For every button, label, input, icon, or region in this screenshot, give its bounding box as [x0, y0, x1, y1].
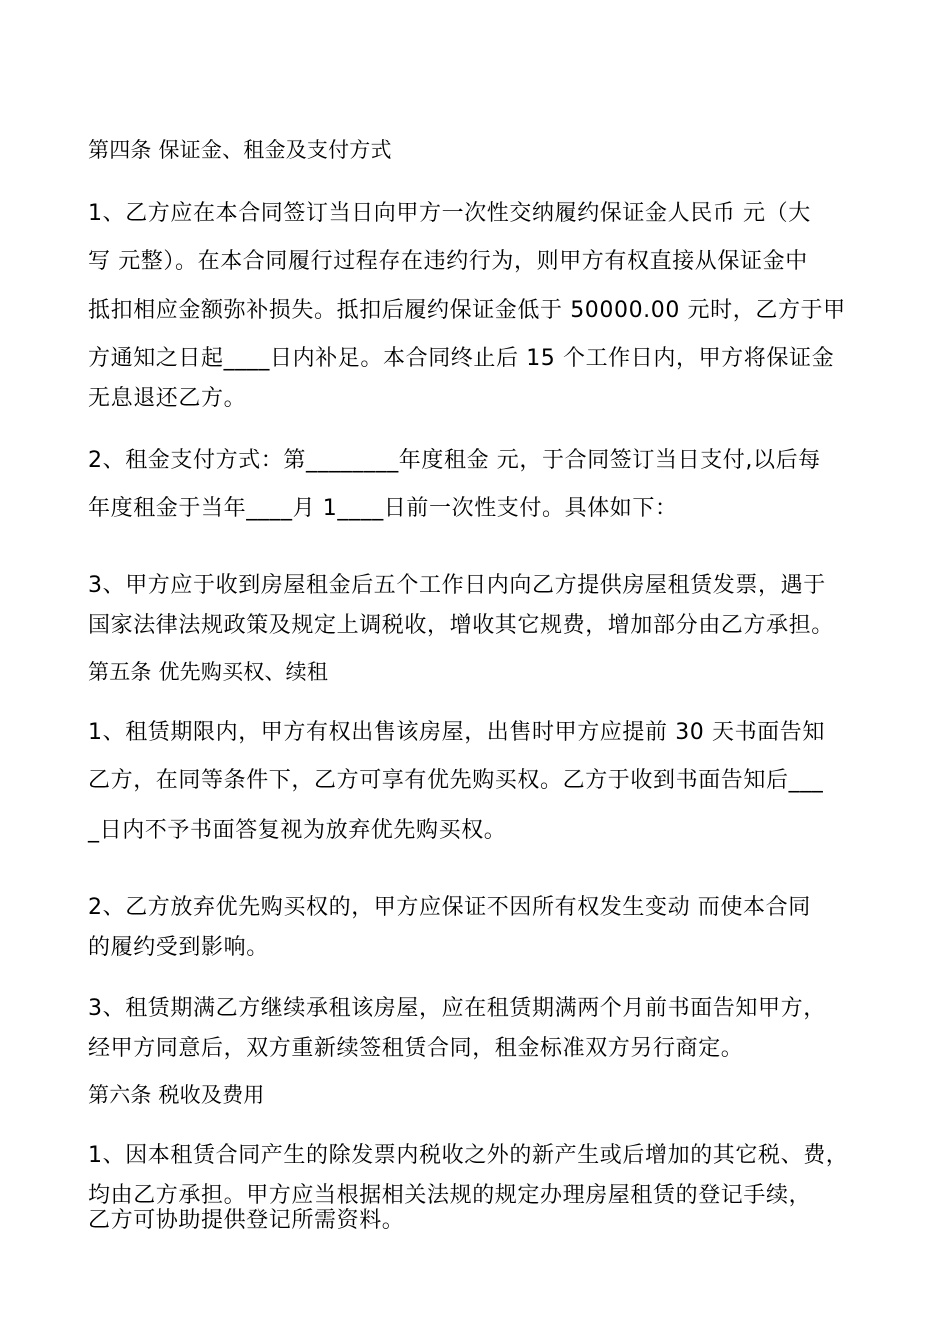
article-4-clause-1-line-2: 写 元整）。在本合同履行过程存在违约行为，则甲方有权直接从保证金中 [88, 249, 808, 274]
article-5-clause-1-line-2: 乙方，在同等条件下，乙方可享有优先购买权。乙方于收到书面告知后___ [88, 768, 824, 793]
article-5-clause-3-line-1: 3、租赁期满乙方继续承租该房屋，应在租赁期满两个月前书面告知甲方， [88, 996, 826, 1021]
article-4-heading: 第四条 保证金、租金及支付方式 [88, 138, 392, 162]
article-5-clause-2-line-2: 的履约受到影响。 [88, 935, 269, 960]
article-4-clause-3-line-1: 3、甲方应于收到房屋租金后五个工作日内向乙方提供房屋租赁发票，遇于 [88, 573, 826, 598]
article-4-clause-1-line-1: 1、乙方应在本合同签订当日向甲方一次性交纳履约保证金人民币 元（大 [88, 201, 811, 226]
article-4-clause-1-line-3: 抵扣相应金额弥补损失。抵扣后履约保证金低于 50000.00 元时，乙方于甲 [88, 298, 846, 323]
article-6-clause-1-line-2: 均由乙方承担。甲方应当根据相关法规的规定办理房屋租赁的登记手续， [88, 1183, 812, 1208]
article-5-clause-3-line-2: 经甲方同意后，双方重新续签租赁合同，租金标准双方另行商定。 [88, 1036, 744, 1061]
article-6-clause-1-line-3: 乙方可协助提供登记所需资料。 [88, 1208, 405, 1233]
article-6-heading: 第六条 税收及费用 [88, 1083, 265, 1107]
article-5-clause-1-line-3: _日内不予书面答复视为放弃优先购买权。 [88, 818, 507, 843]
article-5-heading: 第五条 优先购买权、续租 [88, 660, 329, 684]
article-4-clause-1-line-4: 方通知之日起____日内补足。本合同终止后 15 个工作日内，甲方将保证金 [88, 346, 835, 371]
article-4-clause-1-line-5: 无息退还乙方。 [88, 386, 247, 411]
article-5-clause-1-line-1: 1、租赁期限内，甲方有权出售该房屋，出售时甲方应提前 30 天书面告知 [88, 720, 825, 745]
article-5-clause-2-line-1: 2、乙方放弃优先购买权的，甲方应保证不因所有权发生变动 而使本合同 [88, 895, 811, 920]
article-6-clause-1-line-1: 1、因本租赁合同产生的除发票内税收之外的新产生或后增加的其它税、费， [88, 1143, 849, 1168]
article-4-clause-3-line-2: 国家法律法规政策及规定上调税收，增收其它规费，增加部分由乙方承担。 [88, 613, 834, 638]
article-4-clause-2-line-2: 年度租金于当年____月 1____日前一次性支付。具体如下： [88, 496, 678, 521]
article-4-clause-2-line-1: 2、租金支付方式：第________年度租金 元，于合同签订当日支付,以后每 [88, 448, 821, 473]
